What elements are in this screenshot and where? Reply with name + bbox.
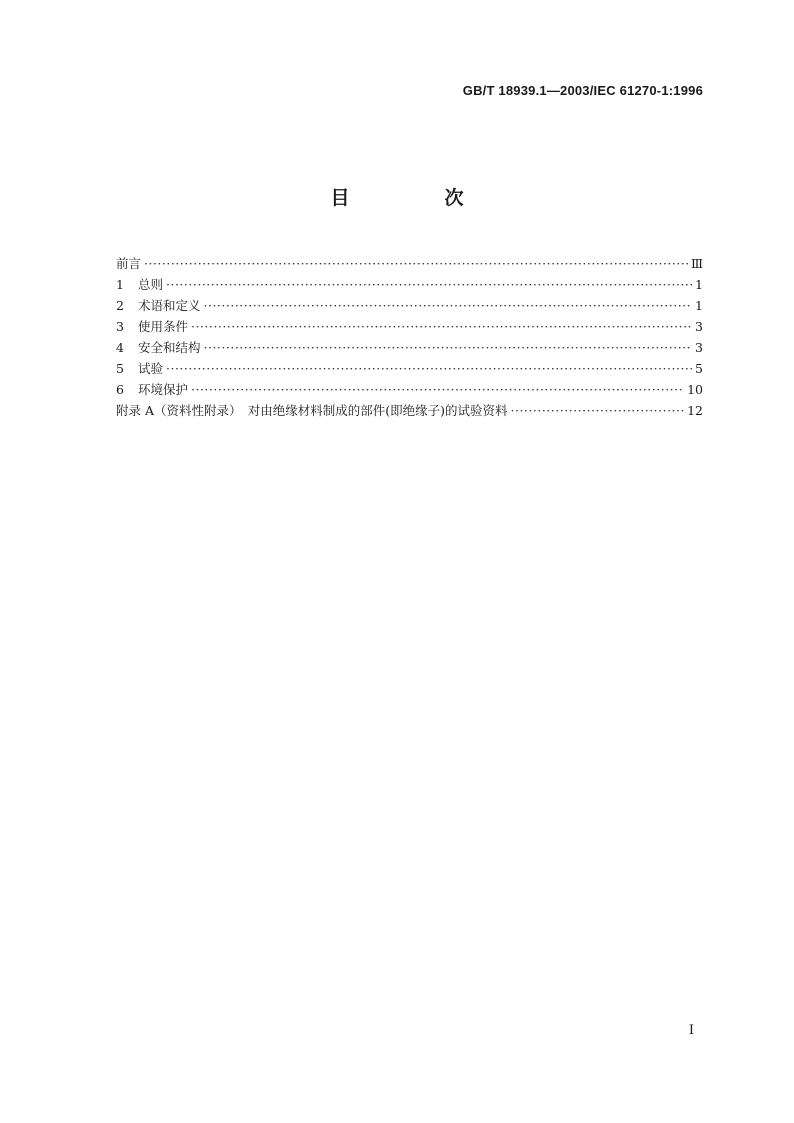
- toc-entry-5[interactable]: [116, 358, 703, 379]
- toc-entry-6[interactable]: [116, 379, 703, 400]
- page-title: 目 次: [330, 187, 502, 209]
- toc-entry-annex-a[interactable]: [116, 400, 703, 421]
- toc-entry-page: 10: [687, 382, 703, 397]
- toc-entry-foreword[interactable]: [116, 253, 703, 274]
- toc-dot-leader: [204, 337, 693, 358]
- toc-entry-page: 3: [695, 319, 703, 334]
- page-number: I: [688, 1023, 694, 1038]
- toc-entry-3[interactable]: [116, 316, 703, 337]
- toc-entry-page: 1: [695, 298, 703, 313]
- table-of-contents: [116, 253, 703, 421]
- toc-entry-label: 5 试验: [116, 361, 164, 376]
- standard-code-header: GB/T 18939.1—2003/IEC 61270-1:1996: [462, 83, 703, 98]
- toc-entry-label: 2 术语和定义: [116, 298, 201, 313]
- toc-entry-1[interactable]: [116, 274, 703, 295]
- toc-entry-page: 3: [695, 340, 703, 355]
- toc-entry-2[interactable]: [116, 295, 703, 316]
- toc-entry-label: 6 环境保护: [116, 382, 189, 397]
- toc-entry-4[interactable]: [116, 337, 703, 358]
- toc-entry-page: 1: [695, 277, 703, 292]
- toc-dot-leader: [204, 295, 693, 316]
- toc-entry-page: 12: [687, 403, 703, 418]
- toc-entry-page: 5: [695, 361, 703, 376]
- toc-dot-leader: [144, 253, 688, 274]
- toc-dot-leader: [511, 400, 685, 421]
- toc-dot-leader: [166, 358, 692, 379]
- toc-entry-label: 前言: [116, 256, 142, 271]
- toc-entry-label: 1 总则: [116, 277, 164, 292]
- toc-entry-label: 3 使用条件: [116, 319, 189, 334]
- toc-entry-label: 附录 A（资料性附录） 对由绝缘材料制成的部件(即绝缘子)的试验资料: [116, 403, 508, 418]
- toc-dot-leader: [166, 274, 692, 295]
- toc-dot-leader: [191, 379, 684, 400]
- toc-entry-label: 4 安全和结构: [116, 340, 201, 355]
- toc-dot-leader: [191, 316, 692, 337]
- toc-entry-page: Ⅲ: [690, 256, 703, 271]
